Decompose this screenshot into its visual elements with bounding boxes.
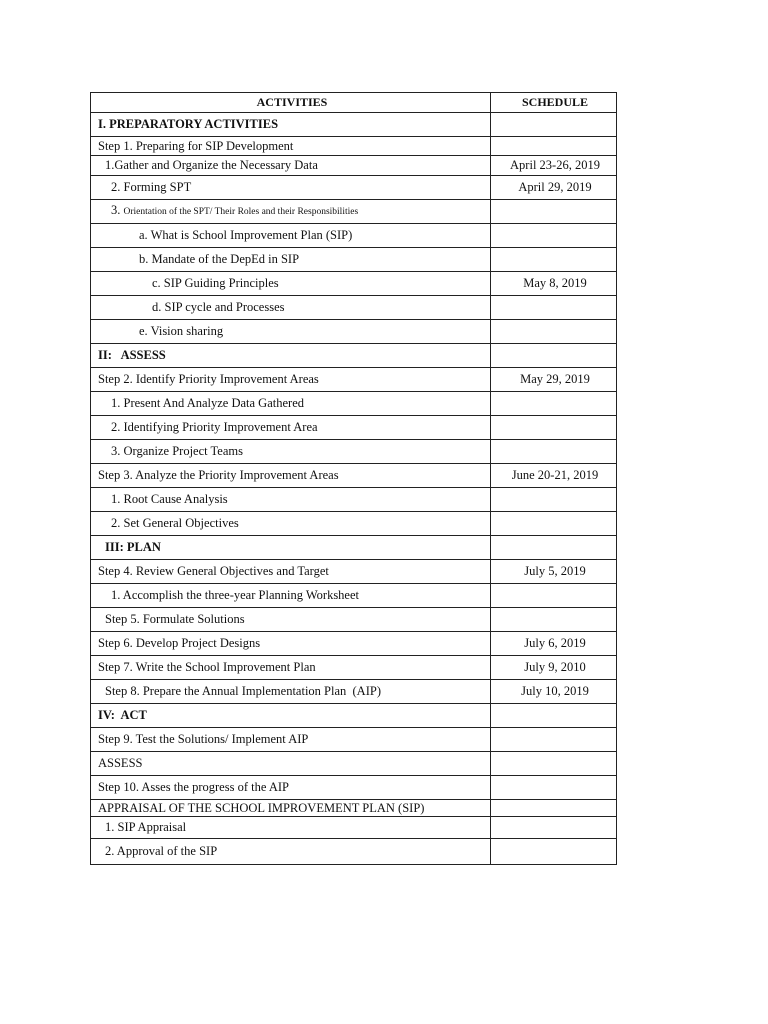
activity-cell: 1. Root Cause Analysis — [91, 488, 491, 512]
table-row — [91, 632, 617, 656]
schedule-cell: May 29, 2019 — [491, 368, 617, 392]
table-row — [91, 512, 617, 536]
schedule-cell — [491, 800, 617, 817]
activity-cell: 1. Accomplish the three-year Planning Worksheet — [91, 584, 491, 608]
schedule-table — [90, 92, 617, 865]
schedule-cell — [491, 488, 617, 512]
activity-cell: a. What is School Improvement Plan (SIP) — [91, 224, 491, 248]
schedule-cell — [491, 584, 617, 608]
table-row — [91, 320, 617, 344]
schedule-cell — [491, 728, 617, 752]
table-row — [91, 584, 617, 608]
table-row — [91, 488, 617, 512]
schedule-cell — [491, 536, 617, 560]
activity-cell: Step 5. Formulate Solutions — [91, 608, 491, 632]
schedule-cell — [491, 839, 617, 865]
table-header-row — [91, 93, 617, 113]
table-row — [91, 224, 617, 248]
table-row — [91, 440, 617, 464]
schedule-cell: July 5, 2019 — [491, 560, 617, 584]
schedule-cell — [491, 296, 617, 320]
table-row — [91, 656, 617, 680]
table-row — [91, 608, 617, 632]
schedule-cell — [491, 320, 617, 344]
activity-cell: 2. Approval of the SIP — [91, 839, 491, 865]
schedule-cell — [491, 752, 617, 776]
section-heading: IV: ACT — [91, 704, 491, 728]
section-row — [91, 344, 617, 368]
activity-cell: Step 6. Develop Project Designs — [91, 632, 491, 656]
schedule-cell — [491, 608, 617, 632]
schedule-cell: July 6, 2019 — [491, 632, 617, 656]
activity-cell: ASSESS — [91, 752, 491, 776]
activity-cell: 3. Organize Project Teams — [91, 440, 491, 464]
activity-text: Orientation of the SPT/ Their Roles and their Responsibilities — [123, 207, 359, 217]
table-row — [91, 392, 617, 416]
activity-cell: d. SIP cycle and Processes — [91, 296, 491, 320]
schedule-cell — [491, 817, 617, 839]
table-row — [91, 728, 617, 752]
table-row — [91, 752, 617, 776]
activity-cell: 2. Set General Objectives — [91, 512, 491, 536]
schedule-cell — [491, 248, 617, 272]
activity-cell: Step 3. Analyze the Priority Improvement Areas — [91, 464, 491, 488]
table-row — [91, 776, 617, 800]
schedule-cell — [491, 512, 617, 536]
activity-cell: c. SIP Guiding Principles — [91, 272, 491, 296]
table-row — [91, 156, 617, 176]
schedule-cell: May 8, 2019 — [491, 272, 617, 296]
activity-cell: Step 9. Test the Solutions/ Implement AIP — [91, 728, 491, 752]
table-row — [91, 464, 617, 488]
schedule-cell: April 29, 2019 — [491, 176, 617, 200]
schedule-cell — [491, 137, 617, 156]
schedule-cell — [491, 200, 617, 224]
table-row — [91, 200, 617, 224]
activity-cell: 1. SIP Appraisal — [91, 817, 491, 839]
schedule-cell — [491, 344, 617, 368]
table-row — [91, 137, 617, 156]
activity-cell — [91, 200, 491, 224]
schedule-cell — [491, 224, 617, 248]
activity-cell: Step 4. Review General Objectives and Target — [91, 560, 491, 584]
section-heading: II: ASSESS — [91, 344, 491, 368]
section-row — [91, 113, 617, 137]
table-row — [91, 296, 617, 320]
activity-cell: APPRAISAL OF THE SCHOOL IMPROVEMENT PLAN (SIP) — [91, 800, 491, 817]
activity-cell: Step 2. Identify Priority Improvement Areas — [91, 368, 491, 392]
table-row — [91, 248, 617, 272]
schedule-cell — [491, 392, 617, 416]
activity-cell: 1.Gather and Organize the Necessary Data — [91, 156, 491, 176]
schedule-header: SCHEDULE — [491, 93, 617, 113]
section-heading: III: PLAN — [91, 536, 491, 560]
activity-cell: 1. Present And Analyze Data Gathered — [91, 392, 491, 416]
schedule-cell — [491, 440, 617, 464]
table-row — [91, 272, 617, 296]
schedule-cell: July 10, 2019 — [491, 680, 617, 704]
activity-cell: Step 1. Preparing for SIP Development — [91, 137, 491, 156]
table-row — [91, 176, 617, 200]
schedule-cell — [491, 704, 617, 728]
table-row — [91, 680, 617, 704]
table-row — [91, 416, 617, 440]
activity-cell: Step 8. Prepare the Annual Implementation Plan (AIP) — [91, 680, 491, 704]
activities-header: ACTIVITIES — [91, 93, 491, 113]
schedule-cell — [491, 113, 617, 137]
schedule-cell: July 9, 2010 — [491, 656, 617, 680]
table-row — [91, 839, 617, 865]
schedule-cell — [491, 416, 617, 440]
activity-cell: 2. Identifying Priority Improvement Area — [91, 416, 491, 440]
activity-cell: 2. Forming SPT — [91, 176, 491, 200]
table-row — [91, 800, 617, 817]
schedule-cell: April 23-26, 2019 — [491, 156, 617, 176]
section-heading: I. PREPARATORY ACTIVITIES — [91, 113, 491, 137]
activity-cell: Step 7. Write the School Improvement Plan — [91, 656, 491, 680]
schedule-cell: June 20-21, 2019 — [491, 464, 617, 488]
activity-number: 3. — [111, 203, 121, 217]
schedule-cell — [491, 776, 617, 800]
activity-cell: Step 10. Asses the progress of the AIP — [91, 776, 491, 800]
table-row — [91, 817, 617, 839]
section-row — [91, 536, 617, 560]
table-row — [91, 560, 617, 584]
activity-cell: e. Vision sharing — [91, 320, 491, 344]
activity-cell: b. Mandate of the DepEd in SIP — [91, 248, 491, 272]
table-row — [91, 368, 617, 392]
section-row — [91, 704, 617, 728]
